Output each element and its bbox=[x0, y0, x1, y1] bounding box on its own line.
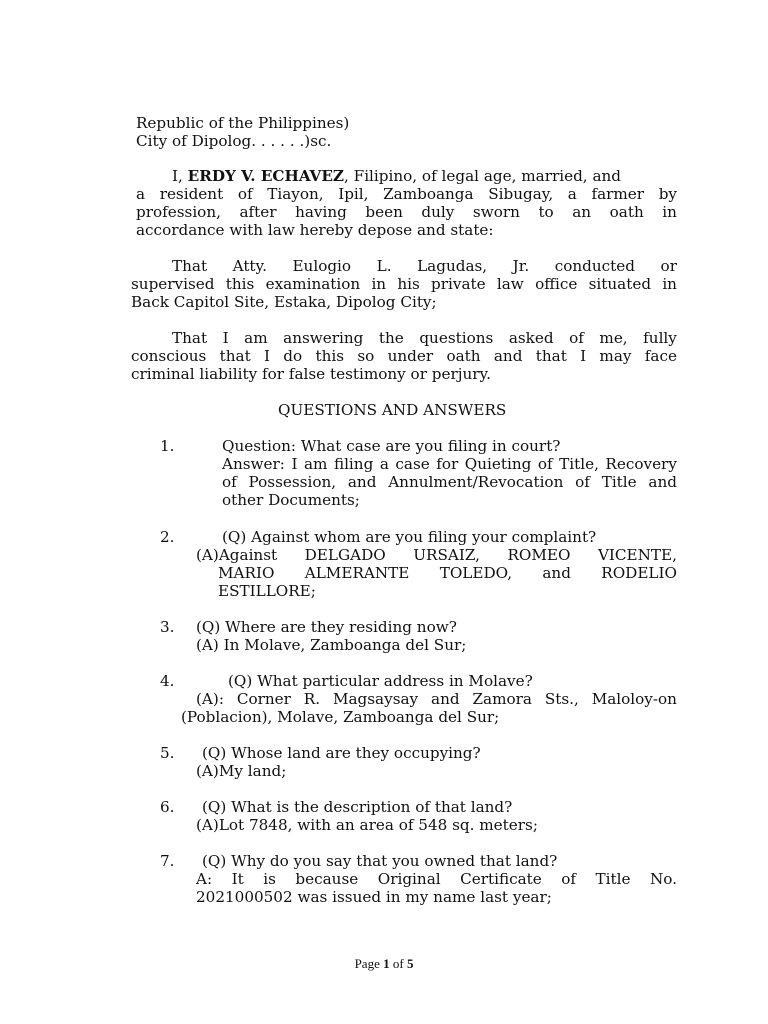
word: of bbox=[569, 329, 584, 347]
qa-3-answer: (A) In Molave, Zamboanga del Sur; bbox=[196, 636, 467, 654]
word: situated bbox=[588, 275, 652, 293]
word: a bbox=[567, 185, 577, 203]
qa-heading: QUESTIONS AND ANSWERS bbox=[278, 401, 507, 419]
word: to bbox=[538, 203, 554, 221]
word: Atty. bbox=[232, 257, 267, 275]
qa-7-answer-line-2: 2021000502 was issued in my name last year; bbox=[196, 888, 552, 906]
word: so bbox=[357, 347, 375, 365]
word: am bbox=[303, 455, 328, 473]
para2-line-3: Back Capitol Site, Estaka, Dipolog City; bbox=[131, 293, 437, 311]
word: I bbox=[222, 329, 229, 347]
para3-line-1 bbox=[172, 329, 677, 347]
intro-line-4: accordance with law hereby depose and state: bbox=[136, 221, 494, 239]
word: the bbox=[378, 329, 404, 347]
word: and bbox=[648, 473, 677, 491]
word: supervised bbox=[131, 275, 215, 293]
para2-line-1 bbox=[172, 257, 677, 275]
word: Possession, bbox=[248, 473, 337, 491]
word: a bbox=[379, 455, 389, 473]
word: resident bbox=[159, 185, 224, 203]
word: law bbox=[496, 275, 524, 293]
word: Original bbox=[377, 870, 441, 888]
word: Certificate bbox=[460, 870, 542, 888]
word: may bbox=[599, 347, 632, 365]
intro-line-1 bbox=[172, 167, 621, 185]
word: Quieting bbox=[464, 455, 532, 473]
word: of bbox=[537, 455, 553, 473]
qa-2-answer-line-3: ESTILLORE; bbox=[218, 582, 316, 600]
affiant-name: ERDY V. ECHAVEZ bbox=[187, 167, 344, 185]
word: Annulment/Revocation bbox=[388, 473, 564, 491]
word: is bbox=[263, 870, 276, 888]
word: this bbox=[315, 347, 345, 365]
qa-1-number: 1. bbox=[160, 437, 175, 455]
word: VICENTE, bbox=[597, 546, 677, 564]
word: for bbox=[436, 455, 459, 473]
qa-6-question: (Q) What is the description of that land? bbox=[202, 798, 513, 816]
word: ROMEO bbox=[507, 546, 571, 564]
word: No. bbox=[650, 870, 677, 888]
word: and bbox=[347, 473, 377, 491]
footer-prefix: Page bbox=[354, 956, 384, 971]
word: answering bbox=[283, 329, 364, 347]
word: his bbox=[397, 275, 420, 293]
qa-4-answer-line-1 bbox=[196, 690, 677, 708]
word: Corner bbox=[236, 690, 291, 708]
word: and bbox=[493, 347, 523, 365]
word: that bbox=[535, 347, 567, 365]
word: Sts., bbox=[544, 690, 579, 708]
qa-2-answer-line-2 bbox=[218, 564, 677, 582]
word: of bbox=[575, 473, 590, 491]
word: DELGADO bbox=[304, 546, 386, 564]
intro-prefix: I, bbox=[172, 167, 188, 185]
word: RODELIO bbox=[601, 564, 677, 582]
venue-line-1: Republic of the Philippines) bbox=[136, 114, 350, 132]
word: by bbox=[658, 185, 677, 203]
footer-current-page: 1 bbox=[383, 956, 390, 971]
qa-2-number: 2. bbox=[160, 528, 175, 546]
qa-2-question: (Q) Against whom are you filing your complaint? bbox=[222, 528, 597, 546]
word: Maloloy-on bbox=[591, 690, 677, 708]
word: (A)Against bbox=[196, 546, 278, 564]
word: and bbox=[431, 690, 460, 708]
word: Sibugay, bbox=[488, 185, 554, 203]
footer-middle: of bbox=[389, 956, 407, 971]
word: Lagudas, bbox=[417, 257, 488, 275]
qa-6-answer: (A)Lot 7848, with an area of 548 sq. meters; bbox=[196, 816, 538, 834]
word: private bbox=[431, 275, 486, 293]
word: I bbox=[580, 347, 587, 365]
word: in bbox=[371, 275, 387, 293]
word: Tiayon, bbox=[267, 185, 324, 203]
word: that bbox=[219, 347, 251, 365]
word: in bbox=[662, 203, 677, 221]
qa-4-number: 4. bbox=[160, 672, 175, 690]
intro-line-3 bbox=[136, 203, 677, 221]
qa-7-answer-line-1 bbox=[196, 870, 677, 888]
qa-1-answer-line-2 bbox=[222, 473, 677, 491]
qa-1-answer-line-3: other Documents; bbox=[222, 491, 360, 509]
word: duly bbox=[421, 203, 455, 221]
qa-5-question: (Q) Whose land are they occupying? bbox=[202, 744, 481, 762]
qa-6-number: 6. bbox=[160, 798, 175, 816]
qa-5-number: 5. bbox=[160, 744, 175, 762]
word: after bbox=[239, 203, 277, 221]
word: TOLEDO, bbox=[439, 564, 513, 582]
word: Magsaysay bbox=[332, 690, 419, 708]
word: L. bbox=[376, 257, 392, 275]
word: questions bbox=[419, 329, 494, 347]
page-footer bbox=[0, 956, 768, 972]
word: Answer: bbox=[222, 455, 285, 473]
word: face bbox=[644, 347, 677, 365]
word: an bbox=[572, 203, 592, 221]
para3-line-2 bbox=[131, 347, 677, 365]
para3-line-3: criminal liability for false testimony or perjury. bbox=[131, 365, 491, 383]
qa-3-question: (Q) Where are they residing now? bbox=[196, 618, 457, 636]
word: me, bbox=[599, 329, 628, 347]
intro-line-2 bbox=[136, 185, 677, 203]
word: conducted bbox=[554, 257, 635, 275]
word: Recovery bbox=[605, 455, 677, 473]
word: (A): bbox=[196, 690, 224, 708]
word: Jr. bbox=[512, 257, 530, 275]
word: R. bbox=[303, 690, 321, 708]
word: A: bbox=[196, 870, 213, 888]
word: conscious bbox=[131, 347, 207, 365]
word: oath bbox=[609, 203, 644, 221]
word: or bbox=[660, 257, 677, 275]
word: Title bbox=[595, 870, 631, 888]
word: asked bbox=[508, 329, 554, 347]
word: sworn bbox=[472, 203, 520, 221]
qa-3-number: 3. bbox=[160, 618, 175, 636]
intro-line-1-rest: , Filipino, of legal age, married, and bbox=[344, 167, 622, 185]
word: examination bbox=[265, 275, 361, 293]
word: It bbox=[231, 870, 244, 888]
qa-1-answer-line-1 bbox=[222, 455, 677, 473]
qa-7-question: (Q) Why do you say that you owned that land? bbox=[202, 852, 558, 870]
qa-4-answer-line-2: (Poblacion), Molave, Zamboanga del Sur; bbox=[181, 708, 500, 726]
para2-line-2 bbox=[131, 275, 677, 293]
word: and bbox=[542, 564, 571, 582]
word: case bbox=[395, 455, 430, 473]
word: under bbox=[387, 347, 434, 365]
word: Title, bbox=[559, 455, 599, 473]
word: of bbox=[237, 185, 253, 203]
word: I bbox=[291, 455, 298, 473]
qa-5-answer: (A)My land; bbox=[196, 762, 287, 780]
word: Zamboanga bbox=[383, 185, 474, 203]
word: fully bbox=[643, 329, 677, 347]
word: Eulogio bbox=[292, 257, 352, 275]
word: That bbox=[172, 257, 208, 275]
word: in bbox=[662, 275, 677, 293]
word: I bbox=[263, 347, 270, 365]
word: Zamora bbox=[472, 690, 532, 708]
word: ALMERANTE bbox=[304, 564, 410, 582]
word: been bbox=[365, 203, 403, 221]
word: of bbox=[561, 870, 577, 888]
qa-1-question: Question: What case are you filing in court? bbox=[222, 437, 561, 455]
word: of bbox=[222, 473, 237, 491]
footer-total-pages: 5 bbox=[406, 956, 414, 971]
word: oath bbox=[446, 347, 481, 365]
word: profession, bbox=[136, 203, 221, 221]
word: URSAIZ, bbox=[413, 546, 480, 564]
word: Title bbox=[601, 473, 637, 491]
word: do bbox=[283, 347, 303, 365]
qa-7-number: 7. bbox=[160, 852, 175, 870]
word: having bbox=[295, 203, 347, 221]
word: farmer bbox=[591, 185, 645, 203]
word: MARIO bbox=[218, 564, 275, 582]
word: because bbox=[295, 870, 359, 888]
qa-4-question: (Q) What particular address in Molave? bbox=[228, 672, 533, 690]
qa-2-answer-line-1 bbox=[196, 546, 677, 564]
word: this bbox=[225, 275, 255, 293]
word: a bbox=[136, 185, 146, 203]
word: That bbox=[172, 329, 208, 347]
word: am bbox=[244, 329, 268, 347]
venue-line-2: City of Dipolog. . . . . .)sc. bbox=[136, 132, 332, 150]
word: Ipil, bbox=[338, 185, 369, 203]
word: office bbox=[535, 275, 578, 293]
word: filing bbox=[333, 455, 374, 473]
